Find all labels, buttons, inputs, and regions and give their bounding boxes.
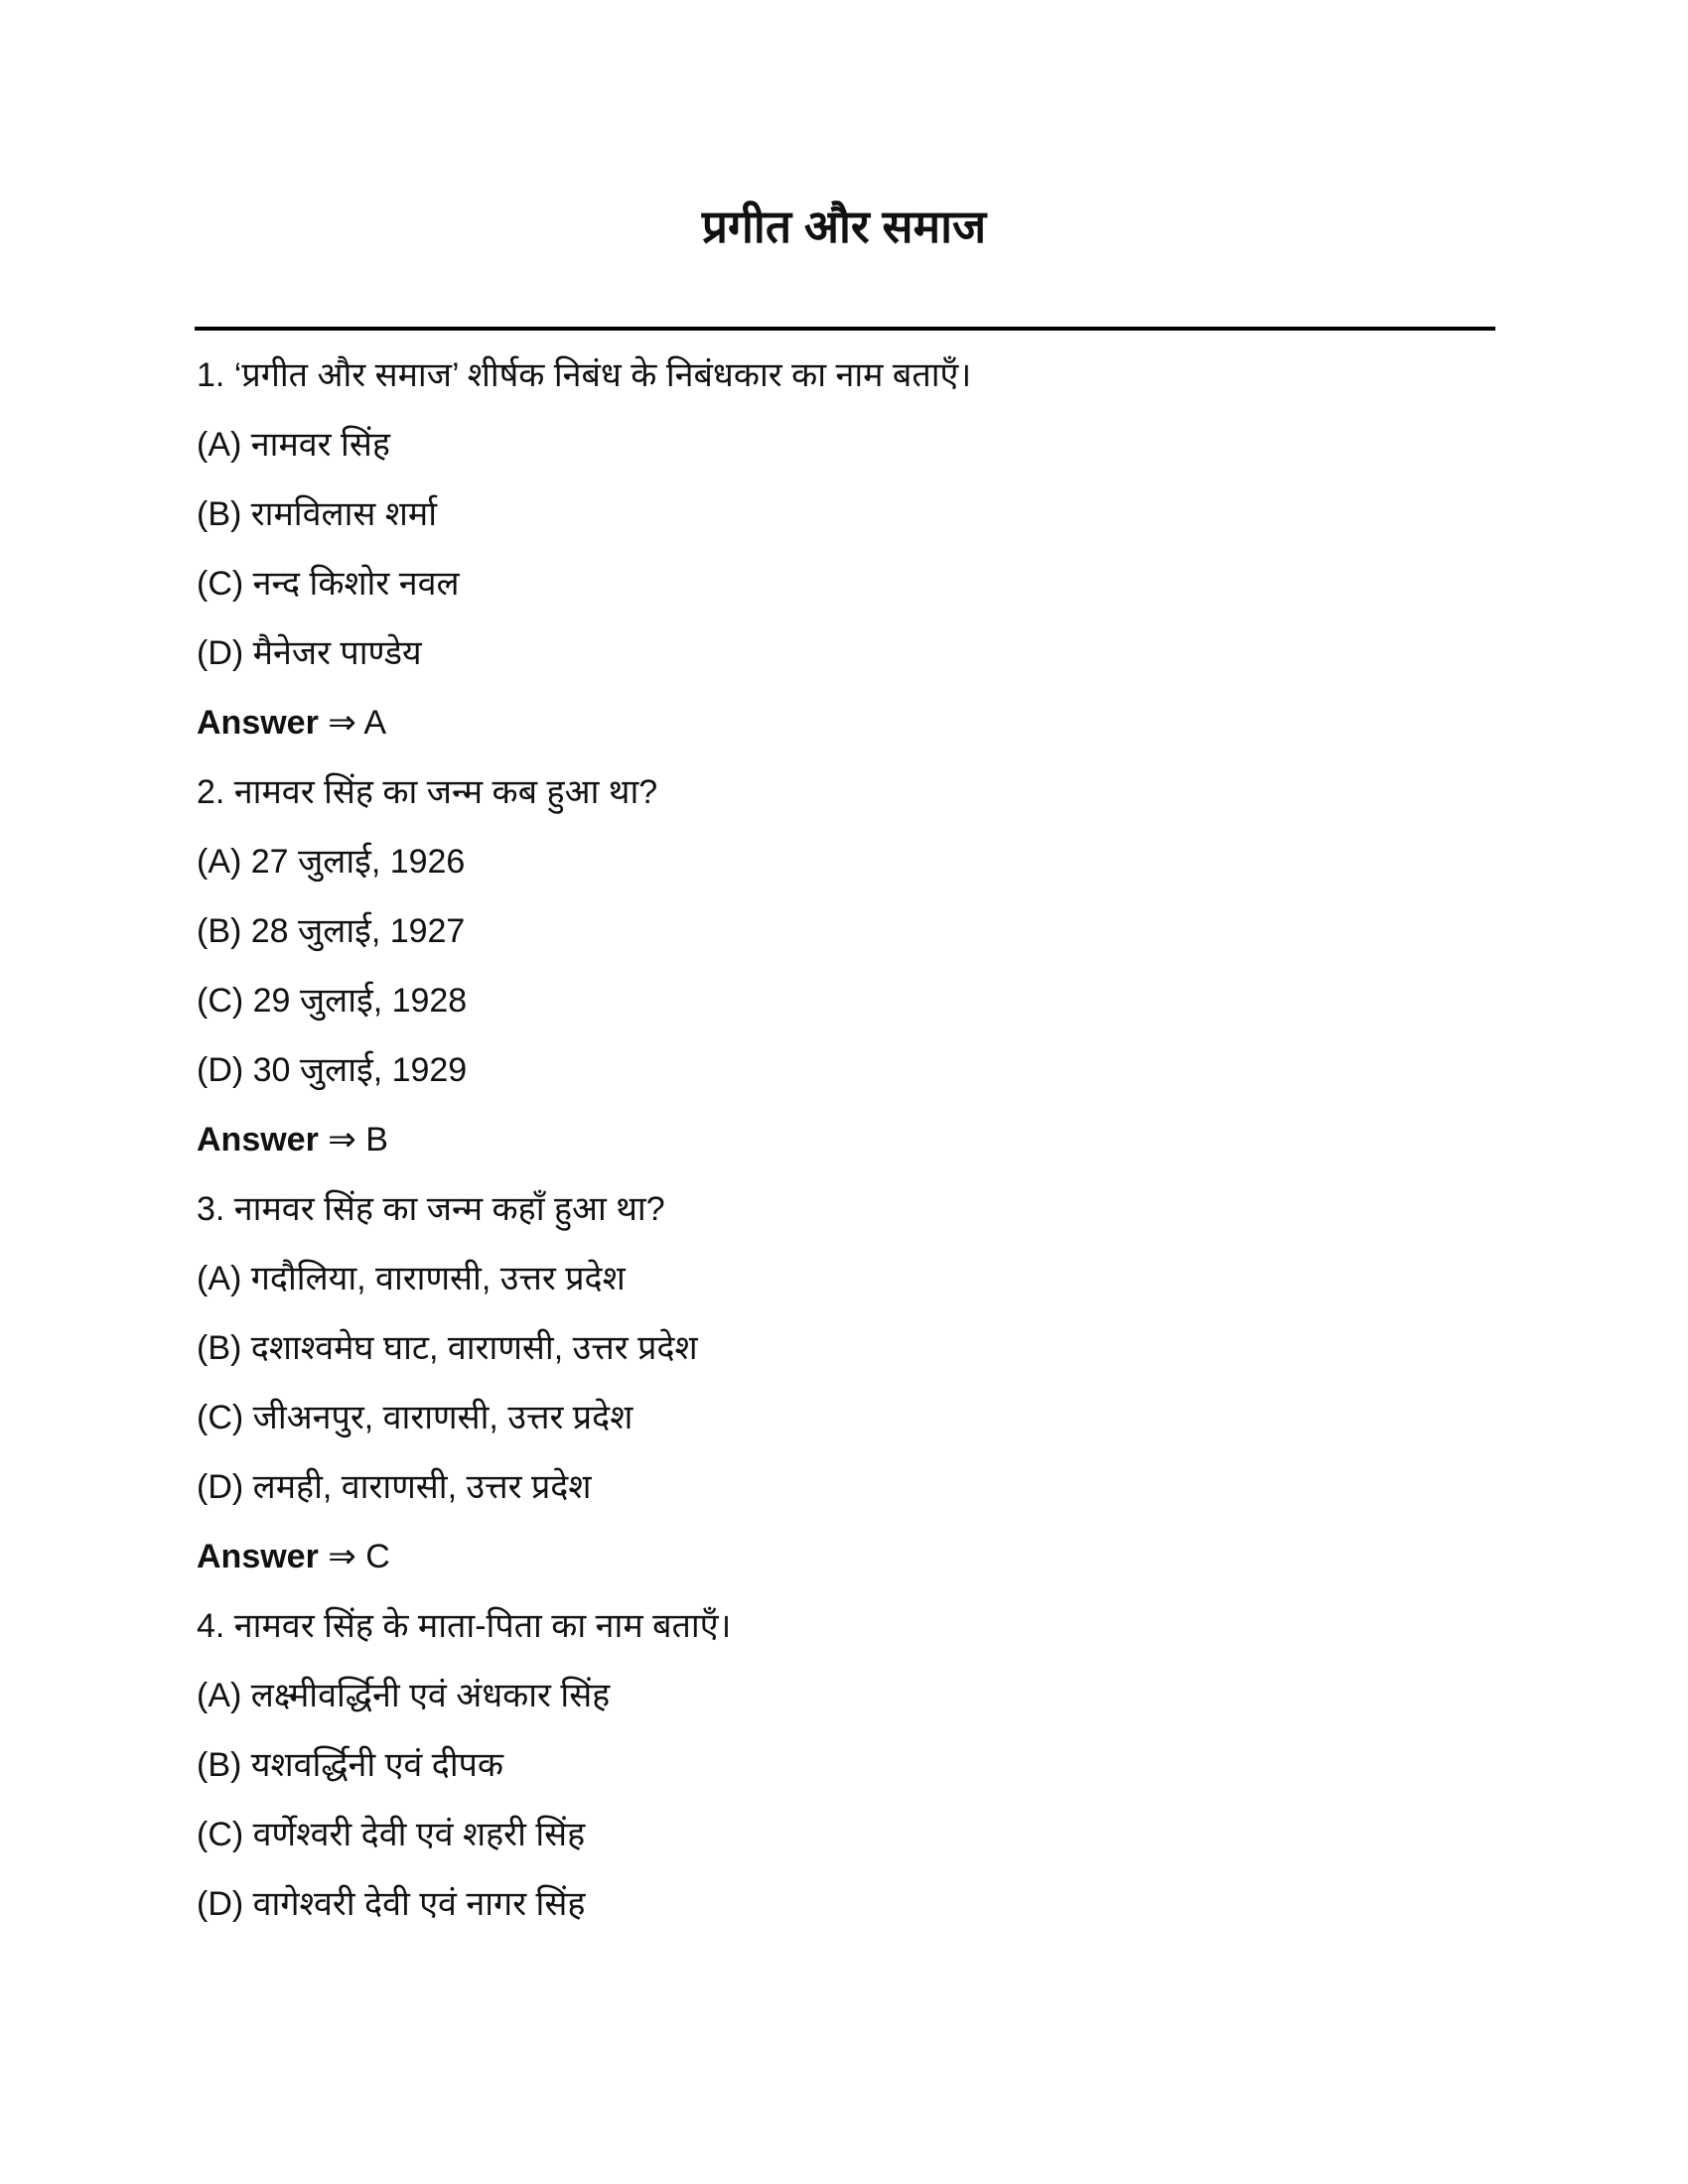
option-c: (C) नन्द किशोर नवल — [197, 565, 460, 603]
option-c: (C) जीअनपुर, वाराणसी, उत्तर प्रदेश — [197, 1399, 633, 1436]
option-c: (C) वर्णेश्वरी देवी एवं शहरी सिंह — [197, 1816, 586, 1853]
option-d: (D) मैनेजर पाण्डेय — [197, 634, 422, 672]
answer-label: Answer — [197, 704, 319, 742]
option-b: (B) यशवर्द्धिनी एवं दीपक — [197, 1746, 504, 1784]
option-d: (D) 30 जुलाई, 1929 — [197, 1051, 468, 1089]
answer-value: A — [363, 704, 387, 742]
option-d: (D) लमही, वाराणसी, उत्तर प्रदेश — [197, 1468, 592, 1506]
option-c: (C) 29 जुलाई, 1928 — [197, 982, 468, 1020]
option-d: (D) वागेश्वरी देवी एवं नागर सिंह — [197, 1885, 586, 1923]
arrow-icon: ⇒ — [328, 1121, 356, 1159]
arrow-icon: ⇒ — [328, 704, 356, 742]
option-b: (B) 28 जुलाई, 1927 — [197, 912, 466, 950]
question-text: 3. नामवर सिंह का जन्म कहाँ हुआ था? — [197, 1190, 665, 1228]
option-a: (A) 27 जुलाई, 1926 — [197, 843, 466, 881]
option-b: (B) रामविलास शर्मा — [197, 495, 438, 533]
question-text: 1. ‘प्रगीत और समाज’ शीर्षक निबंध के निबंधकार का नाम बताएँ। — [197, 356, 972, 394]
answer-line — [197, 1531, 1487, 1600]
option-a: (A) नामवर सिंह — [197, 426, 390, 464]
answer-label: Answer — [197, 1121, 319, 1159]
question-block — [197, 1183, 1487, 1600]
answer-value: B — [365, 1121, 388, 1159]
answer-value: C — [365, 1538, 390, 1575]
option-a: (A) गदौलिया, वाराणसी, उत्तर प्रदेश — [197, 1260, 626, 1297]
question-block — [197, 349, 1487, 766]
arrow-icon: ⇒ — [328, 1538, 356, 1575]
answer-line — [197, 697, 1487, 766]
page-title: प्रगीत और समाज — [701, 201, 987, 252]
title-divider — [195, 327, 1495, 331]
question-text: 2. नामवर सिंह का जन्म कब हुआ था? — [197, 773, 658, 811]
option-b: (B) दशाश्वमेघ घाट, वाराणसी, उत्तर प्रदेश — [197, 1329, 698, 1367]
question-block — [197, 1600, 1487, 1948]
option-a: (A) लक्ष्मीवर्द्धिनी एवं अंधकार सिंह — [197, 1677, 611, 1714]
question-text: 4. नामवर सिंह के माता-पिता का नाम बताएँ। — [197, 1607, 732, 1645]
answer-label: Answer — [197, 1538, 319, 1575]
answer-line — [197, 1114, 1487, 1183]
question-list — [197, 349, 1487, 1948]
question-block — [197, 766, 1487, 1183]
